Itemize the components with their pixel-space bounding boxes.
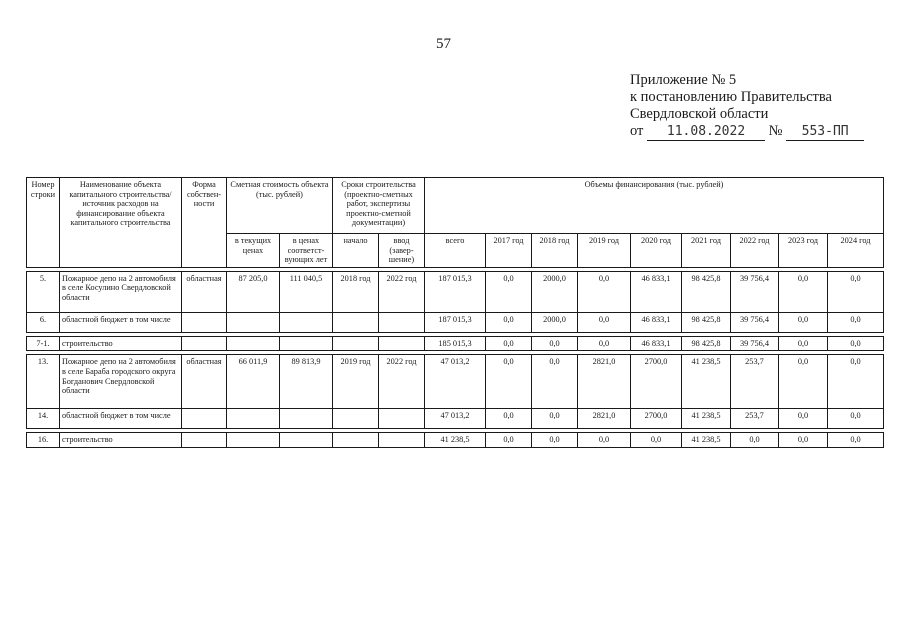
row-ownership [182,336,227,351]
row-name: областной бюджет в том числе [60,312,182,332]
row-cost-future [280,312,333,332]
row-2023: 0,0 [779,271,828,312]
row-ownership [182,433,227,448]
header-end: ввод (завер-шение) [379,234,425,268]
row-total: 41 238,5 [425,433,486,448]
row-2021: 98 425,8 [682,336,731,351]
row-2023: 0,0 [779,336,828,351]
row-name: областной бюджет в том числе [60,409,182,429]
row-total: 185 015,3 [425,336,486,351]
table-row [27,271,884,312]
row-name: Пожарное депо на 2 автомобиля в селе Косулино Свердловской области [60,271,182,312]
row-2020: 46 833,1 [631,312,682,332]
row-ownership [182,409,227,429]
row-2023: 0,0 [779,312,828,332]
header-construction-terms: Сроки строительства (проектно-сметных работ, экспертизы проектно-сметной документации) [333,178,425,234]
row-number: 7-1. [27,336,60,351]
row-2022: 253,7 [731,355,779,409]
row-2018: 2000,0 [532,271,578,312]
table-row [27,312,884,332]
number-label: № [768,123,783,139]
row-2021: 98 425,8 [682,312,731,332]
header-2021: 2021 год [682,234,731,268]
row-2019: 0,0 [578,271,631,312]
row-2022: 39 756,4 [731,336,779,351]
header-cost-current: в текущих ценах [227,234,280,268]
header-2023: 2023 год [779,234,828,268]
row-end [379,312,425,332]
row-name: строительство [60,336,182,351]
appendix-date-line [630,123,864,141]
row-2019: 2821,0 [578,409,631,429]
row-2021: 41 238,5 [682,409,731,429]
row-total: 47 013,2 [425,409,486,429]
decree-number: 553-ПП [786,123,864,141]
row-number: 14. [27,409,60,429]
row-start [333,312,379,332]
row-2020: 0,0 [631,433,682,448]
row-2020: 46 833,1 [631,271,682,312]
appendix-header [630,72,864,141]
row-2024: 0,0 [828,355,884,409]
header-2017: 2017 год [486,234,532,268]
table-row [27,336,884,351]
row-ownership: областная [182,355,227,409]
row-2022: 39 756,4 [731,271,779,312]
appendix-title: Приложение № 5 [630,72,737,88]
row-2023: 0,0 [779,409,828,429]
row-end [379,433,425,448]
header-start: начало [333,234,379,268]
row-2018: 2000,0 [532,312,578,332]
header-row-number: Номер строки [27,178,60,268]
row-2022: 39 756,4 [731,312,779,332]
row-2018: 0,0 [532,433,578,448]
header-estimated-cost: Сметная стоимость объекта (тыс. рублей) [227,178,333,234]
header-cost-future: в ценах соответст-вующих лет [280,234,333,268]
row-2018: 0,0 [532,409,578,429]
page-number: 57 [436,36,451,52]
row-2017: 0,0 [486,433,532,448]
decree-date: 11.08.2022 [647,123,765,141]
row-name: строительство [60,433,182,448]
header-object-name: Наименование объекта капитального строительства/источник расходов на финансирование объекта капитального строительства [60,178,182,268]
row-number: 16. [27,433,60,448]
row-2019: 2821,0 [578,355,631,409]
table-row [27,355,884,409]
row-2021: 41 238,5 [682,433,731,448]
row-cost-current [227,433,280,448]
row-number: 6. [27,312,60,332]
table-row [27,409,884,429]
row-2021: 98 425,8 [682,271,731,312]
row-ownership: областная [182,271,227,312]
row-start [333,336,379,351]
appendix-decree-line: к постановлению Правительства [630,89,832,105]
row-2023: 0,0 [779,433,828,448]
row-start [333,409,379,429]
row-cost-future: 111 040,5 [280,271,333,312]
row-end: 2022 год [379,355,425,409]
row-end [379,409,425,429]
row-cost-future [280,433,333,448]
row-name: Пожарное депо на 2 автомобиля в селе Бараба городского округа Богданович Свердловской области [60,355,182,409]
row-end: 2022 год [379,271,425,312]
row-number: 13. [27,355,60,409]
header-2020: 2020 год [631,234,682,268]
appendix-region-line: Свердловской области [630,106,769,122]
row-total: 47 013,2 [425,355,486,409]
header-total: всего [425,234,486,268]
table-row [27,433,884,448]
row-cost-future: 89 813,9 [280,355,333,409]
row-2023: 0,0 [779,355,828,409]
row-total: 187 015,3 [425,312,486,332]
header-2018: 2018 год [532,234,578,268]
row-2017: 0,0 [486,409,532,429]
row-2024: 0,0 [828,271,884,312]
row-2017: 0,0 [486,271,532,312]
row-2020: 46 833,1 [631,336,682,351]
row-2017: 0,0 [486,312,532,332]
row-2017: 0,0 [486,336,532,351]
header-2019: 2019 год [578,234,631,268]
header-2022: 2022 год [731,234,779,268]
row-2021: 41 238,5 [682,355,731,409]
header-2024: 2024 год [828,234,884,268]
header-financing-volumes: Объемы финансирования (тыс. рублей) [425,178,884,234]
header-ownership: Форма собствен-ности [182,178,227,268]
row-2024: 0,0 [828,336,884,351]
row-cost-current [227,312,280,332]
row-cost-current: 87 205,0 [227,271,280,312]
row-number: 5. [27,271,60,312]
row-ownership [182,312,227,332]
row-2019: 0,0 [578,433,631,448]
row-2020: 2700,0 [631,409,682,429]
row-2019: 0,0 [578,312,631,332]
row-cost-future [280,409,333,429]
row-cost-current: 66 011,9 [227,355,280,409]
row-2024: 0,0 [828,409,884,429]
row-start: 2018 год [333,271,379,312]
row-2024: 0,0 [828,433,884,448]
row-start: 2019 год [333,355,379,409]
from-label: от [630,123,644,139]
row-2022: 0,0 [731,433,779,448]
financing-table [26,177,884,448]
row-total: 187 015,3 [425,271,486,312]
row-end [379,336,425,351]
row-cost-future [280,336,333,351]
row-cost-current [227,409,280,429]
row-2022: 253,7 [731,409,779,429]
row-2017: 0,0 [486,355,532,409]
row-2018: 0,0 [532,336,578,351]
row-start [333,433,379,448]
row-2019: 0,0 [578,336,631,351]
row-2024: 0,0 [828,312,884,332]
row-2020: 2700,0 [631,355,682,409]
row-2018: 0,0 [532,355,578,409]
row-cost-current [227,336,280,351]
